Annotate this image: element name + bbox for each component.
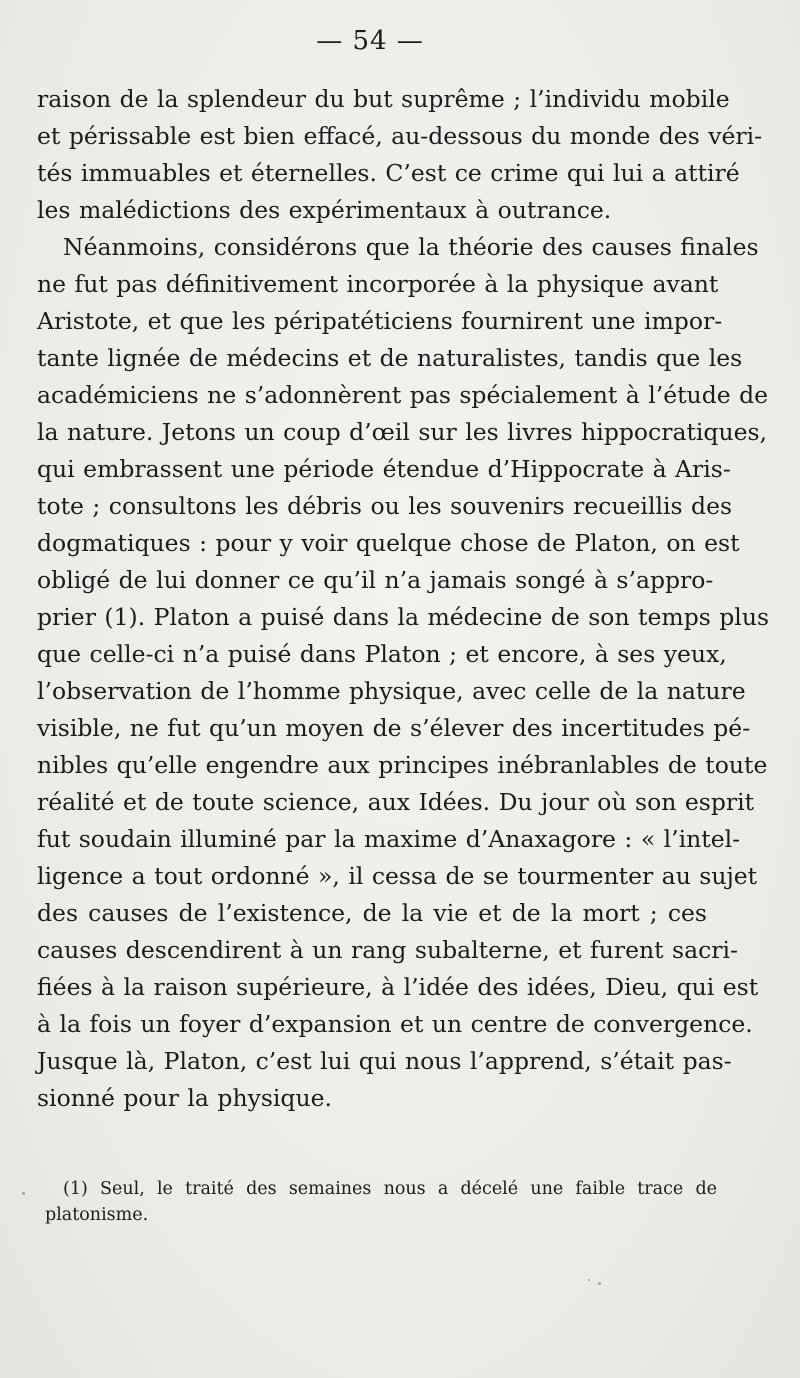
text-line: sionné pour la physique. — [37, 1084, 332, 1112]
text-line: à la fois un foyer d’expansion et un centre de convergence. — [37, 1010, 753, 1038]
text-line: académiciens ne s’adonnèrent pas spécialement à l’étude de — [37, 381, 769, 409]
paper-speck — [22, 1192, 25, 1195]
text-line: ne fut pas définitivement incorporée à la physique avant — [37, 270, 719, 298]
text-line: fut soudain illuminé par la maxime d’Anaxagore : « l’intel- — [37, 825, 741, 853]
paper-speck — [588, 1279, 590, 1281]
footnote — [45, 1176, 717, 1228]
text-line: prier (1). Platon a puisé dans la médecine de son temps plus — [37, 603, 770, 631]
text-line: dogmatiques : pour y voir quelque chose de Platon, on est — [37, 529, 740, 557]
text-line: qui embrassent une période étendue d’Hippocrate à Aris- — [37, 455, 731, 483]
text-line: la nature. Jetons un coup d’œil sur les livres hippocratiques, — [37, 418, 768, 446]
paper-speck — [598, 1282, 601, 1285]
footnote-line: platonisme. — [45, 1205, 149, 1225]
text-line: tante lignée de médecins et de naturalistes, tandis que les — [37, 344, 743, 372]
text-line: que celle-ci n’a puisé dans Platon ; et encore, à ses yeux, — [37, 640, 727, 668]
text-line: Aristote, et que les péripatéticiens fournirent une impor- — [37, 307, 723, 335]
text-line: tote ; consultons les débris ou les souvenirs recueillis des — [37, 492, 733, 520]
body-text — [37, 81, 770, 1117]
footnote-line: (1) Seul, le traité des semaines nous a décelé une faible trace de — [63, 1179, 717, 1199]
text-line: les malédictions des expérimentaux à outrance. — [37, 196, 612, 224]
text-line: réalité et de toute science, aux Idées. Du jour où son esprit — [37, 788, 755, 816]
text-line: l’observation de l’homme physique, avec celle de la nature — [37, 677, 746, 705]
text-line: et périssable est bien effacé, au-dessous du monde des véri- — [37, 122, 763, 150]
text-line: Néanmoins, considérons que la théorie des causes finales — [63, 233, 759, 261]
text-line: raison de la splendeur du but suprême ; l’individu mobile — [37, 85, 730, 113]
text-line: des causes de l’existence, de la vie et de la mort ; ces — [37, 899, 707, 927]
text-line: causes descendirent à un rang subalterne, et furent sacri- — [37, 936, 738, 964]
text-line: tés immuables et éternelles. C’est ce crime qui lui a attiré — [37, 159, 740, 187]
text-line: nibles qu’elle engendre aux principes inébranlables de toute — [37, 751, 768, 779]
text-line: obligé de lui donner ce qu’il n’a jamais songé à s’appro- — [37, 566, 714, 594]
page-number: — 54 — — [316, 26, 424, 56]
text-line: visible, ne fut qu’un moyen de s’élever des incertitudes pé- — [37, 714, 751, 742]
text-line: fiées à la raison supérieure, à l’idée des idées, Dieu, qui est — [37, 973, 759, 1001]
text-line: Jusque là, Platon, c’est lui qui nous l’apprend, s’était pas- — [37, 1047, 732, 1075]
text-line: ligence a tout ordonné », il cessa de se tourmenter au sujet — [37, 862, 758, 890]
